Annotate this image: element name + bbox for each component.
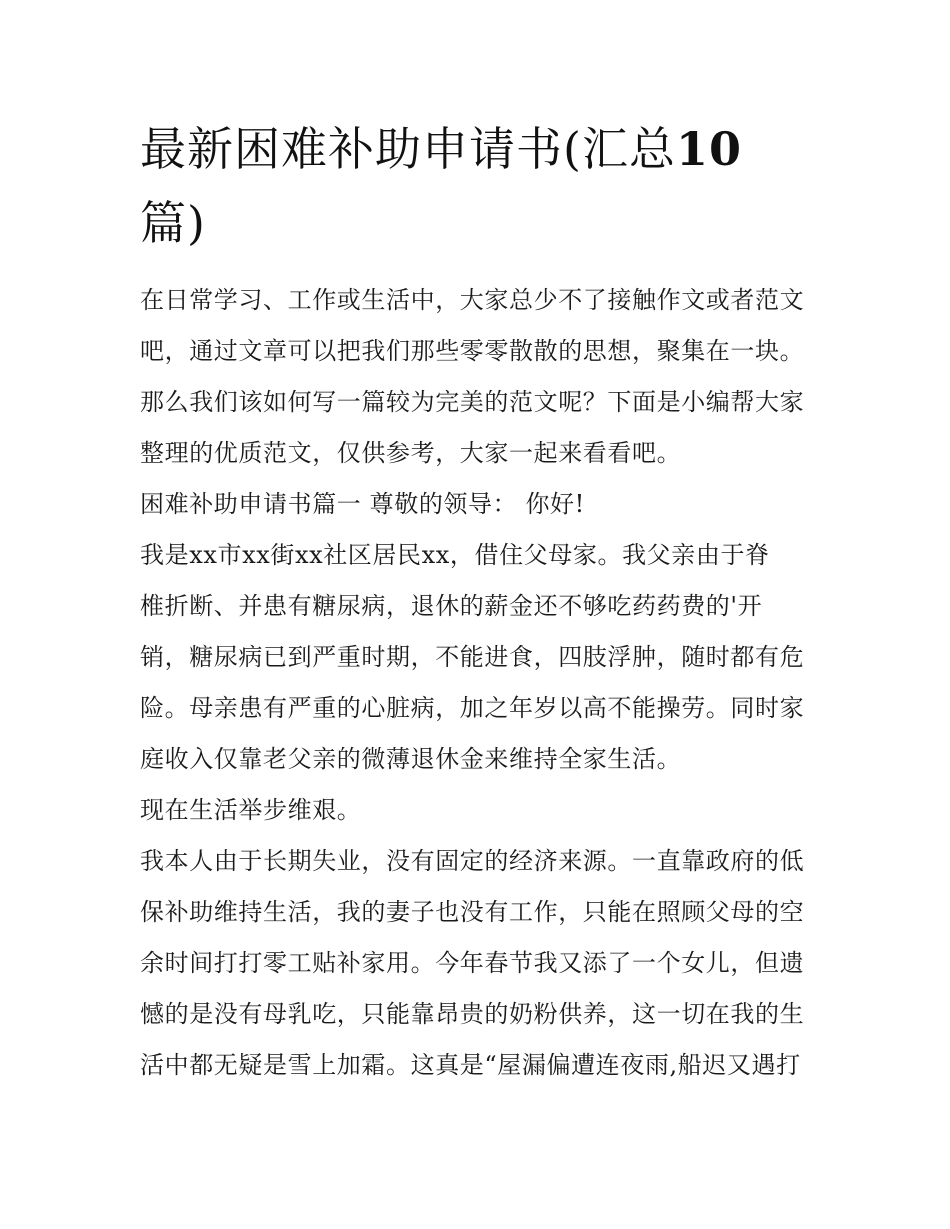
paragraph-line: 吧，通过文章可以把我们那些零零散散的思想，聚集在一块。 <box>140 337 805 365</box>
paragraph-line: 保补助维持生活，我的妻子也没有工作，只能在照顾父母的空 <box>140 898 805 926</box>
paragraph-line: 活中都无疑是雪上加霜。这真是“屋漏偏遭连夜雨,船迟又遇打 <box>140 1051 801 1079</box>
paragraph-line: 整理的优质范文，仅供参考，大家一起来看看吧。 <box>140 439 682 467</box>
paragraph-line: 销，糖尿病已到严重时期，不能进食，四肢浮肿，随时都有危 <box>140 643 805 671</box>
paragraph-line: 余时间打打零工贴补家用。今年春节我又添了一个女儿，但遗 <box>140 949 805 977</box>
document-title <box>140 112 820 260</box>
paragraph-line: 憾的是没有母乳吃，只能靠昂贵的奶粉供养，这一切在我的生 <box>140 1000 805 1028</box>
title-prefix: 最新困难补助申请书(汇总 <box>140 122 676 176</box>
paragraph-line: 我是xx市xx街xx社区居民xx，借住父母家。我父亲由于脊 <box>140 541 770 569</box>
section-heading-line: 困难补助申请书篇一 尊敬的领导： 你好! <box>140 490 585 518</box>
paragraph-line: 险。母亲患有严重的心脏病，加之年岁以高不能操劳。同时家 <box>140 694 805 722</box>
paragraph-line: 庭收入仅靠老父亲的微薄退休金来维持全家生活。 <box>140 745 682 773</box>
paragraph-line: 在日常学习、工作或生活中，大家总少不了接触作文或者范文 <box>140 286 805 314</box>
paragraph-line: 椎折断、并患有糖尿病，退休的薪金还不够吃药药费的'开 <box>140 592 763 620</box>
title-number: 10 <box>675 122 742 176</box>
paragraph-line: 现在生活举步维艰。 <box>140 796 362 824</box>
paragraph-line: 我本人由于长期失业，没有固定的经济来源。一直靠政府的低 <box>140 847 805 875</box>
title-suffix: 篇) <box>140 196 206 250</box>
paragraph-line: 那么我们该如何写一篇较为完美的范文呢？下面是小编帮大家 <box>140 388 805 416</box>
